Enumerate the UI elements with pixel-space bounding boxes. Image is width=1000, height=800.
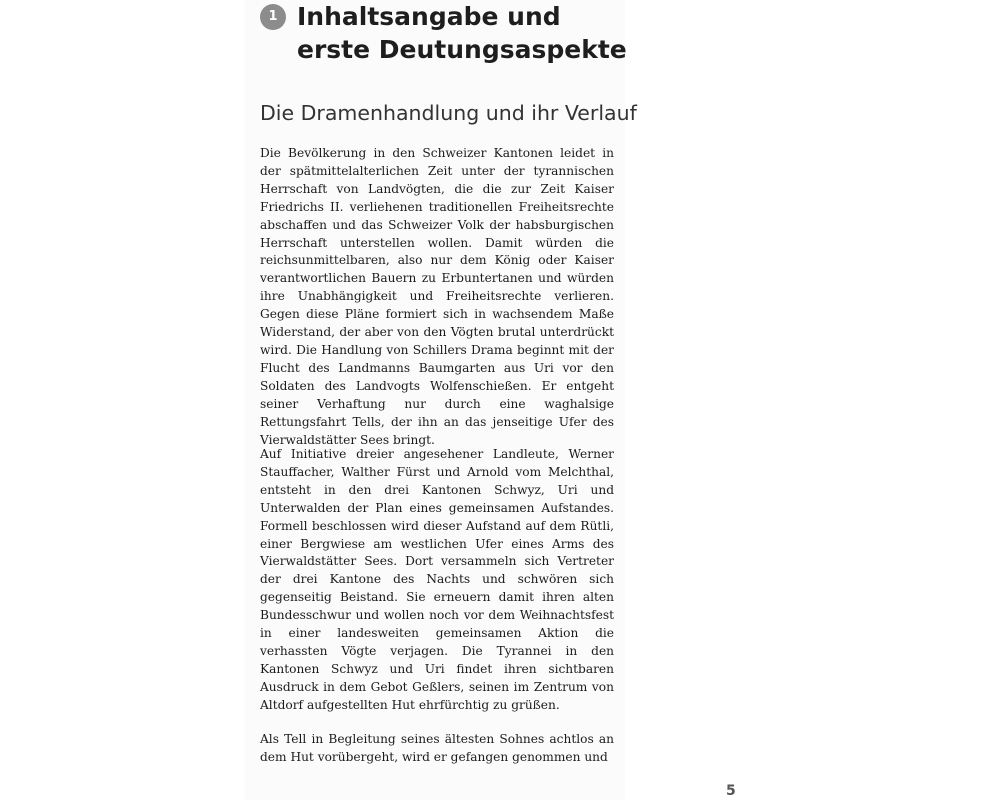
section-title: Die Dramenhandlung und ihr Verlauf <box>260 101 637 125</box>
body-paragraph: Die Bevölkerung in den Schweizer Kantonen leidet in der spätmittelalterlichen Zeit unter der tyrannischen Herrschaft von Landvögten, die die zur Zeit Kaiser Friedrichs II. verliehenen traditionellen Freiheitsrechte abschaffen und das Schweizer Volk der habsburgischen Herrschaft unterstellen wollen. Damit würden die reichsunmittelbaren, also nur dem König oder Kaiser verantwortlichen Bauern zu Erbuntertanen und würden ihre Unabhängigkeit und Freiheitsrechte verlieren. Gegen diese Pläne formiert sich in wachsendem Maße Widerstand, der aber von den Vögten brutal unterdrückt wird. Die Handlung von Schillers Drama beginnt mit der Flucht des Landmanns Baumgarten aus Uri vor den Soldaten des Landvogts Wolfenschießen. Er entgeht seiner Verhaftung nur durch eine waghalsige Rettungsfahrt Tells, der ihn an das jenseitige Ufer des Vierwaldstätter Sees bringt. <box>260 146 614 447</box>
body-paragraph: Auf Initiative dreier angesehener Landleute, Werner Stauffacher, Walther Fürst und Arnold vom Melchthal, entsteht in den drei Kantonen Schwyz, Uri und Unterwalden der Plan eines gemeinsamen Aufstandes. Formell beschlossen wird dieser Aufstand auf dem Rütli, einer Bergwiese am westlichen Ufer eines Arms des Vierwaldstätter Sees. Dort versammeln sich Vertreter der drei Kantone des Nachts und schwören sich gegenseitig Beistand. Sie erneuern damit ihren alten Bundesschwur und wollen noch vor dem Weihnachtsfest in einer landesweiten gemeinsamen Aktion die verhassten Vögte verjagen. Die Tyrannei in den Kantonen Schwyz und Uri findet ihren sichtbaren Ausdruck in dem Gebot Geßlers, seinen im Zentrum von Altdorf aufgestellten Hut ehrfürchtig zu grüßen. <box>260 447 614 712</box>
page-number: 5 <box>726 783 736 799</box>
chapter-title: Inhaltsangabe und erste Deutungsaspekte <box>297 2 627 64</box>
body-paragraph: Als Tell in Begleitung seines ältesten Sohnes achtlos an dem Hut vorübergeht, wird er gefangen genommen und <box>260 732 614 764</box>
chapter-number-badge: 1 <box>260 4 286 30</box>
